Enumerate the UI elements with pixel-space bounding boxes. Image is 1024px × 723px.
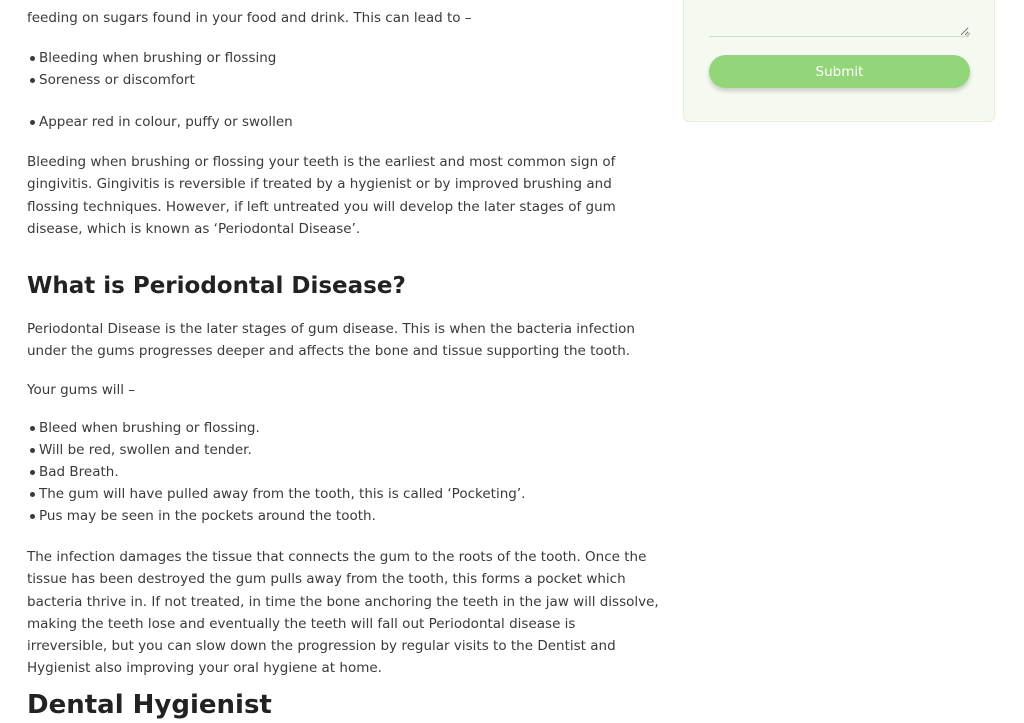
list-item: Bad Breath.: [39, 461, 119, 483]
list-item: The gum will have pulled away from the tooth, this is called ‘Pocketing’.: [39, 483, 525, 505]
list-item: Bleed when brushing or flossing.: [39, 417, 260, 439]
gingivitis-paragraph: Bleeding when brushing or flossing your teeth is the earliest and most common sign of gingivitis. Gingivitis is reversible if treated by a hygienist or by improved brushing and flossing techniques. However, if left untreated you will develop the later stages of gum disease, which is known as ‘Periodontal Disease’.: [27, 154, 616, 237]
contact-form-card: [683, 0, 995, 122]
gums-will-label: Your gums will –: [27, 382, 136, 398]
infection-paragraph: The infection damages the tissue that connects the gum to the roots of the tooth. Once the tissue has been destroyed the gum pulls away from the tooth, this forms a pocket which bacteria thrive in. If not treated, in time the bone anchoring the teeth in the jaw will dissolve, making the teeth lose and eventually the teeth will fall out Periodontal disease is irreversible, but you can slow down the progression by regular visits to the Dentist and Hygienist also improving your oral hygiene at home.: [27, 549, 659, 677]
list-item: Pus may be seen in the pockets around the tooth.: [39, 505, 376, 527]
list-item: Soreness or discomfort: [39, 69, 195, 91]
submit-button[interactable]: Submit: [709, 55, 970, 88]
periodontal-heading: What is Periodontal Disease?: [27, 273, 406, 299]
dental-hygienist-heading: Dental Hygienist: [27, 690, 272, 720]
resize-handle-icon[interactable]: [962, 28, 970, 36]
list-item: Appear red in colour, puffy or swollen: [39, 111, 293, 133]
message-textarea[interactable]: [709, 1, 969, 37]
intro-paragraph-partial: feeding on sugars found in your food and drink. This can lead to –: [27, 10, 472, 26]
list-item: Bleeding when brushing or flossing: [39, 47, 276, 69]
periodontal-paragraph: Periodontal Disease is the later stages of gum disease. This is when the bacteria infection under the gums progresses deeper and affects the bone and tissue supporting the tooth.: [27, 321, 635, 360]
list-item: Will be red, swollen and tender.: [39, 439, 252, 461]
